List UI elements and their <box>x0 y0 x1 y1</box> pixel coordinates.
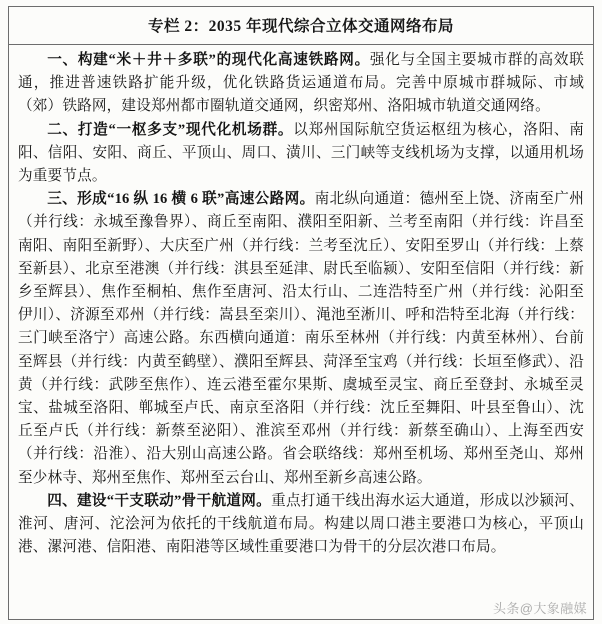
panel-title-row <box>9 7 593 45</box>
paragraph-item <box>18 188 584 490</box>
paragraph-lead: 三、形成“16 纵 16 横 6 联”高速公路网。 <box>47 191 315 208</box>
paragraph-item <box>18 119 584 189</box>
watermark: 头条@大象融媒 <box>493 601 587 616</box>
paragraph-lead: 四、建设“干支联动”骨干航道网。 <box>47 492 272 509</box>
panel-body <box>9 45 593 619</box>
paragraph-body: 重点打通干线出海水运大通道，形成以沙颍河、淮河、唐河、沱浍河为依托的干线航道布局。构建以周口港主要港口为核心，平顶山港、漯河港、信阳港、南阳港等区域性重要港口为骨干的分层次港口布局。 <box>18 492 584 556</box>
paragraph-body: 以郑州国际航空货运枢纽为核心，洛阳、南阳、信阳、安阳、商丘、平顶山、周口、潢川、三门峡等支线机场为支撑，以通用机场为重要节点。 <box>18 121 585 185</box>
paragraph-body: 南北纵向通道：德州至上饶、济南至广州（并行线：永城至豫鲁界）、商丘至南阳、濮阳至阳新、兰考至南阳（并行线：许昌至南阳、南阳至新野）、大庆至广州（并行线：兰考至沈丘）、安阳至罗山（并行线：上蔡至新县）、北京至港澳（并行线：淇县至延津、尉氏至临颍）、安阳至信阳（并行线：新乡至辉县）、焦作至桐柏、焦作至唐河、沿太行山、二连浩特至广州（并行线：沁阳至伊川）、济源至邓州（并行线：嵩县至栾川）、渑池至淅川、呼和浩特至北海（并行线：三门峡至洛宁）高速公路。东西横向通道：南乐至林州（并行线：内黄至林州）、台前至辉县（并行线：内黄至鹤壁）、濮阳至辉县、菏泽至宝鸡（并行线：长垣至修武）、沿黄（并行线：武陟至焦作）、连云港至霍尔果斯、虞城至灵宝、商丘至登封、永城至灵宝、盐城至洛阳、郸城至卢氏、南京至洛阳（并行线：沈丘至舞阳、叶县至鲁山）、沈丘至卢氏（并行线：新蔡至泌阳）、淮滨至邓州（并行线：新蔡至确山）、上海至西安（并行线：沿淮）、沿大别山高速公路。省会联络线：郑州至机场、郑州至尧山、郑州至少林寺、郑州至焦作、郑州至云台山、郑州至新乡高速公路。 <box>18 191 584 486</box>
paragraph-item <box>18 490 584 560</box>
page-title: 专栏 2：2035 年现代综合立体交通网络布局 <box>147 18 454 35</box>
paragraph-body: 强化与全国主要城市群的高效联通，推进普速铁路扩能升级，优化铁路货运通道布局。完善中原城市群城际、市域（郊）铁路网，建设郑州都市圈轨道交通网，织密郑州、洛阳城市轨道交通网络。 <box>18 52 584 115</box>
callout-box-panel <box>8 6 594 620</box>
paragraph-lead: 一、构建“米＋井＋多联”的现代化高速铁路网。 <box>47 52 370 68</box>
paragraph-item <box>18 49 584 119</box>
paragraph-lead: 二、打造“一枢多支”现代化机场群。 <box>47 121 294 138</box>
